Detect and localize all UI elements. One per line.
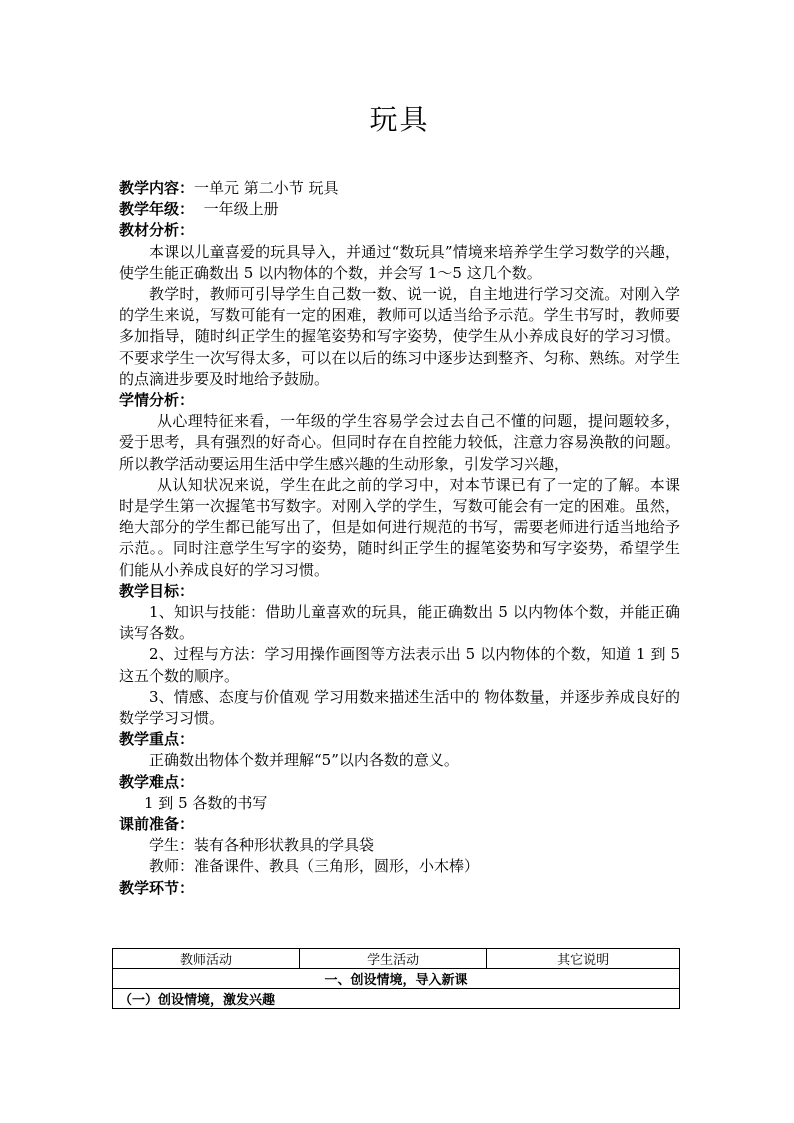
content-label: 教学内容： — [119, 179, 195, 197]
goal-1: 1、知识与技能：借助儿童喜欢的玩具，能正确数出 5 以内物体个数，并能正确读写各数。 — [119, 602, 680, 643]
analysis-paragraph-1: 从心理特征来看，一年级的学生容易学会过去自己不懂的问题，提问题较多，爱于思考，具有强烈的好奇心。但同时存在自控能力较低，注意力容易涣散的问题。所以教学活动要运用生活中学生感兴趣的生动形象，引发学习兴趣， — [119, 412, 680, 473]
col-student-activity: 学生活动 — [300, 949, 487, 969]
subsection-title: （一）创设情境，激发兴趣 — [113, 989, 680, 1009]
material-heading: 教材分析： — [119, 221, 195, 240]
content-line — [119, 178, 680, 199]
key-point-text: 正确数出物体个数并理解“5”以内各数的意义。 — [149, 751, 459, 770]
goals-heading: 教学目标： — [119, 581, 195, 600]
col-other-notes: 其它说明 — [487, 949, 680, 969]
preparation-heading: 课前准备： — [119, 814, 195, 833]
analysis-heading: 学情分析： — [119, 390, 195, 409]
table-header-row — [113, 949, 680, 969]
col-teacher-activity: 教师活动 — [113, 949, 300, 969]
preparation-teacher: 教师：准备课件、教具（三角形，圆形，小木棒） — [149, 857, 480, 876]
goal-2: 2、过程与方法：学习用操作画图等方法表示出 5 以内物体的个数，知道 1 到 5 这五个数的顺序。 — [119, 645, 680, 685]
material-paragraph-2: 教学时，教师可引导学生自己数一数、说一说，自主地进行学习交流。对刚入学的学生来说，写数可能有一定的困难，教师可以适当给予示范。学生书写时，教师要多加指导，随时纠正学生的握笔姿势和写字姿势，使学生从小养成良好的学习习惯。不要求学生一次写得太多，可以在以后的练习中逐步达到整齐、匀称、熟练。对学生的点滴进步要及时地给予鼓励。 — [119, 284, 680, 388]
grade-line — [119, 199, 680, 220]
process-heading: 教学环节： — [119, 878, 195, 897]
grade-label: 教学年级： — [119, 200, 195, 219]
difficulty-text: 1 到 5 各数的书写 — [144, 793, 268, 812]
goal-3: 3、情感、态度与价值观 学习用数来描述生活中的 物体数量，并逐步养成良好的数学学习习惯。 — [119, 687, 680, 727]
difficulty-heading: 教学难点： — [119, 772, 195, 791]
grade-value: 一年级上册 — [203, 200, 279, 219]
analysis-paragraph-2: 从认知状况来说，学生在此之前的学习中，对本节课已有了一定的了解。本课时是学生第一次握笔书写数字。对刚入学的学生，写数可能会有一定的困难。虽然，绝大部分的学生都已能写出了，但是如何进行规范的书写，需要老师进行适当地给予示范。。同时注意学生写字的姿势，随时纠正学生的握笔姿势和写字姿势，希望学生们能从小养成良好的学习习惯。 — [119, 475, 680, 579]
key-point-heading: 教学重点： — [119, 730, 195, 749]
material-paragraph-1: 本课以儿童喜爱的玩具导入，并通过“数玩具”情境来培养学生学习数学的兴趣，使学生能正确数出 5 以内物体的个数，并会写 1～5 这几个数。 — [119, 242, 680, 282]
page-title: 玩具 — [369, 103, 430, 136]
lesson-plan-table — [112, 948, 680, 1009]
document-body — [119, 178, 680, 899]
table-subsection-row — [113, 989, 680, 1009]
preparation-student: 学生：装有各种形状教具的学具袋 — [149, 836, 375, 855]
table-section-row — [113, 969, 680, 989]
content-value: 一单元 第二小节 玩具 — [194, 179, 339, 197]
section-title: 一、创设情境，导入新课 — [113, 969, 680, 989]
